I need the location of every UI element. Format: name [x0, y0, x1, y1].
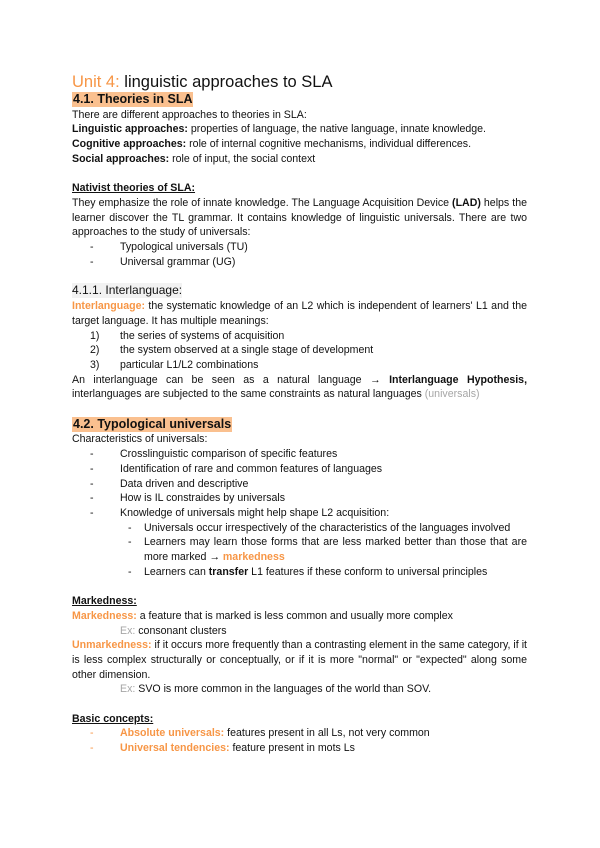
- list-item: 3) particular L1/L2 combinations: [90, 358, 259, 371]
- unit-title-text: linguistic approaches to SLA: [119, 73, 333, 91]
- list-item: - Universal grammar (UG): [90, 255, 236, 268]
- approach-social: Social approaches: role of input, the social context: [72, 152, 316, 165]
- nativist-heading: Nativist theories of SLA:: [72, 182, 196, 195]
- list-item: - Identification of rare and common features of languages: [90, 462, 383, 475]
- approach-linguistic: Linguistic approaches: properties of language, the native language, innate knowledge.: [72, 123, 486, 136]
- sub-list-item: - Learners may learn those forms that are less marked better than those that are more marked → markedness: [128, 536, 527, 564]
- list-item: 2) the system observed at a single stage of development: [90, 344, 374, 357]
- example: Ex: consonant clusters: [120, 624, 227, 637]
- unmarkedness-definition: Unmarkedness: if it occurs more frequently than a contrasting element in the same category, if it is less complex structurally or conceptually, or if it is more "normal" or "expected" along some other dimension.: [72, 639, 527, 681]
- paragraph: Characteristics of universals:: [72, 433, 208, 446]
- interlanguage-hypothesis-paragraph: An interlanguage can be seen as a natural language → Interlanguage Hypothesis, interlanguages are subjected to the same constraints as natural languages (universals): [72, 373, 528, 401]
- list-item: - Universal tendencies: feature present in mots Ls: [90, 742, 355, 755]
- list-item: - How is IL constraides by universals: [90, 492, 286, 505]
- list-item: - Typological universals (TU): [90, 241, 248, 254]
- sub-list-item: - Learners can transfer L1 features if these conform to universal principles: [128, 565, 488, 578]
- list-item: - Absolute universals: features present in all Ls, not very common: [90, 727, 430, 740]
- sub-list-item: - Universals occur irrespectively of the characteristics of the languages involved: [128, 521, 511, 534]
- section-heading-4-1: 4.1. Theories in SLA: [73, 92, 193, 106]
- interlanguage-definition: Interlanguage: the systematic knowledge of an L2 which is independent of learners' L1 and the target language. It has multiple meanings:: [72, 300, 527, 327]
- markedness-definition: Markedness: a feature that is marked is less common and usually more complex: [72, 609, 453, 622]
- list-item: - Crosslinguistic comparison of specific features: [90, 448, 338, 461]
- paragraph: There are different approaches to theories in SLA:: [72, 108, 307, 121]
- markedness-heading: Markedness:: [72, 595, 137, 608]
- document-page: [72, 72, 527, 756]
- section-heading-4-2: 4.2. Typological universals: [73, 416, 232, 431]
- list-item: 1) the series of systems of acquisition: [90, 329, 285, 342]
- approach-cognitive: Cognitive approaches: role of internal cognitive mechanisms, individual differences.: [72, 138, 472, 151]
- example: Ex: SVO is more common in the languages of the world than SOV.: [120, 683, 432, 696]
- unit-title: [72, 72, 527, 92]
- list-item: - Data driven and descriptive: [90, 477, 249, 490]
- unit-label: Unit 4:: [72, 73, 120, 91]
- basic-concepts-heading: Basic concepts:: [72, 712, 154, 725]
- list-item: - Knowledge of universals might help shape L2 acquisition:: [90, 506, 390, 519]
- subsection-heading-4-1-1: 4.1.1. Interlanguage:: [72, 283, 183, 298]
- nativist-paragraph: They emphasize the role of innate knowledge. The Language Acquisition Device (LAD) helps the learner discover the TL grammar. It contains knowledge of linguistic universals. There are two approaches to the study of universals:: [72, 196, 527, 239]
